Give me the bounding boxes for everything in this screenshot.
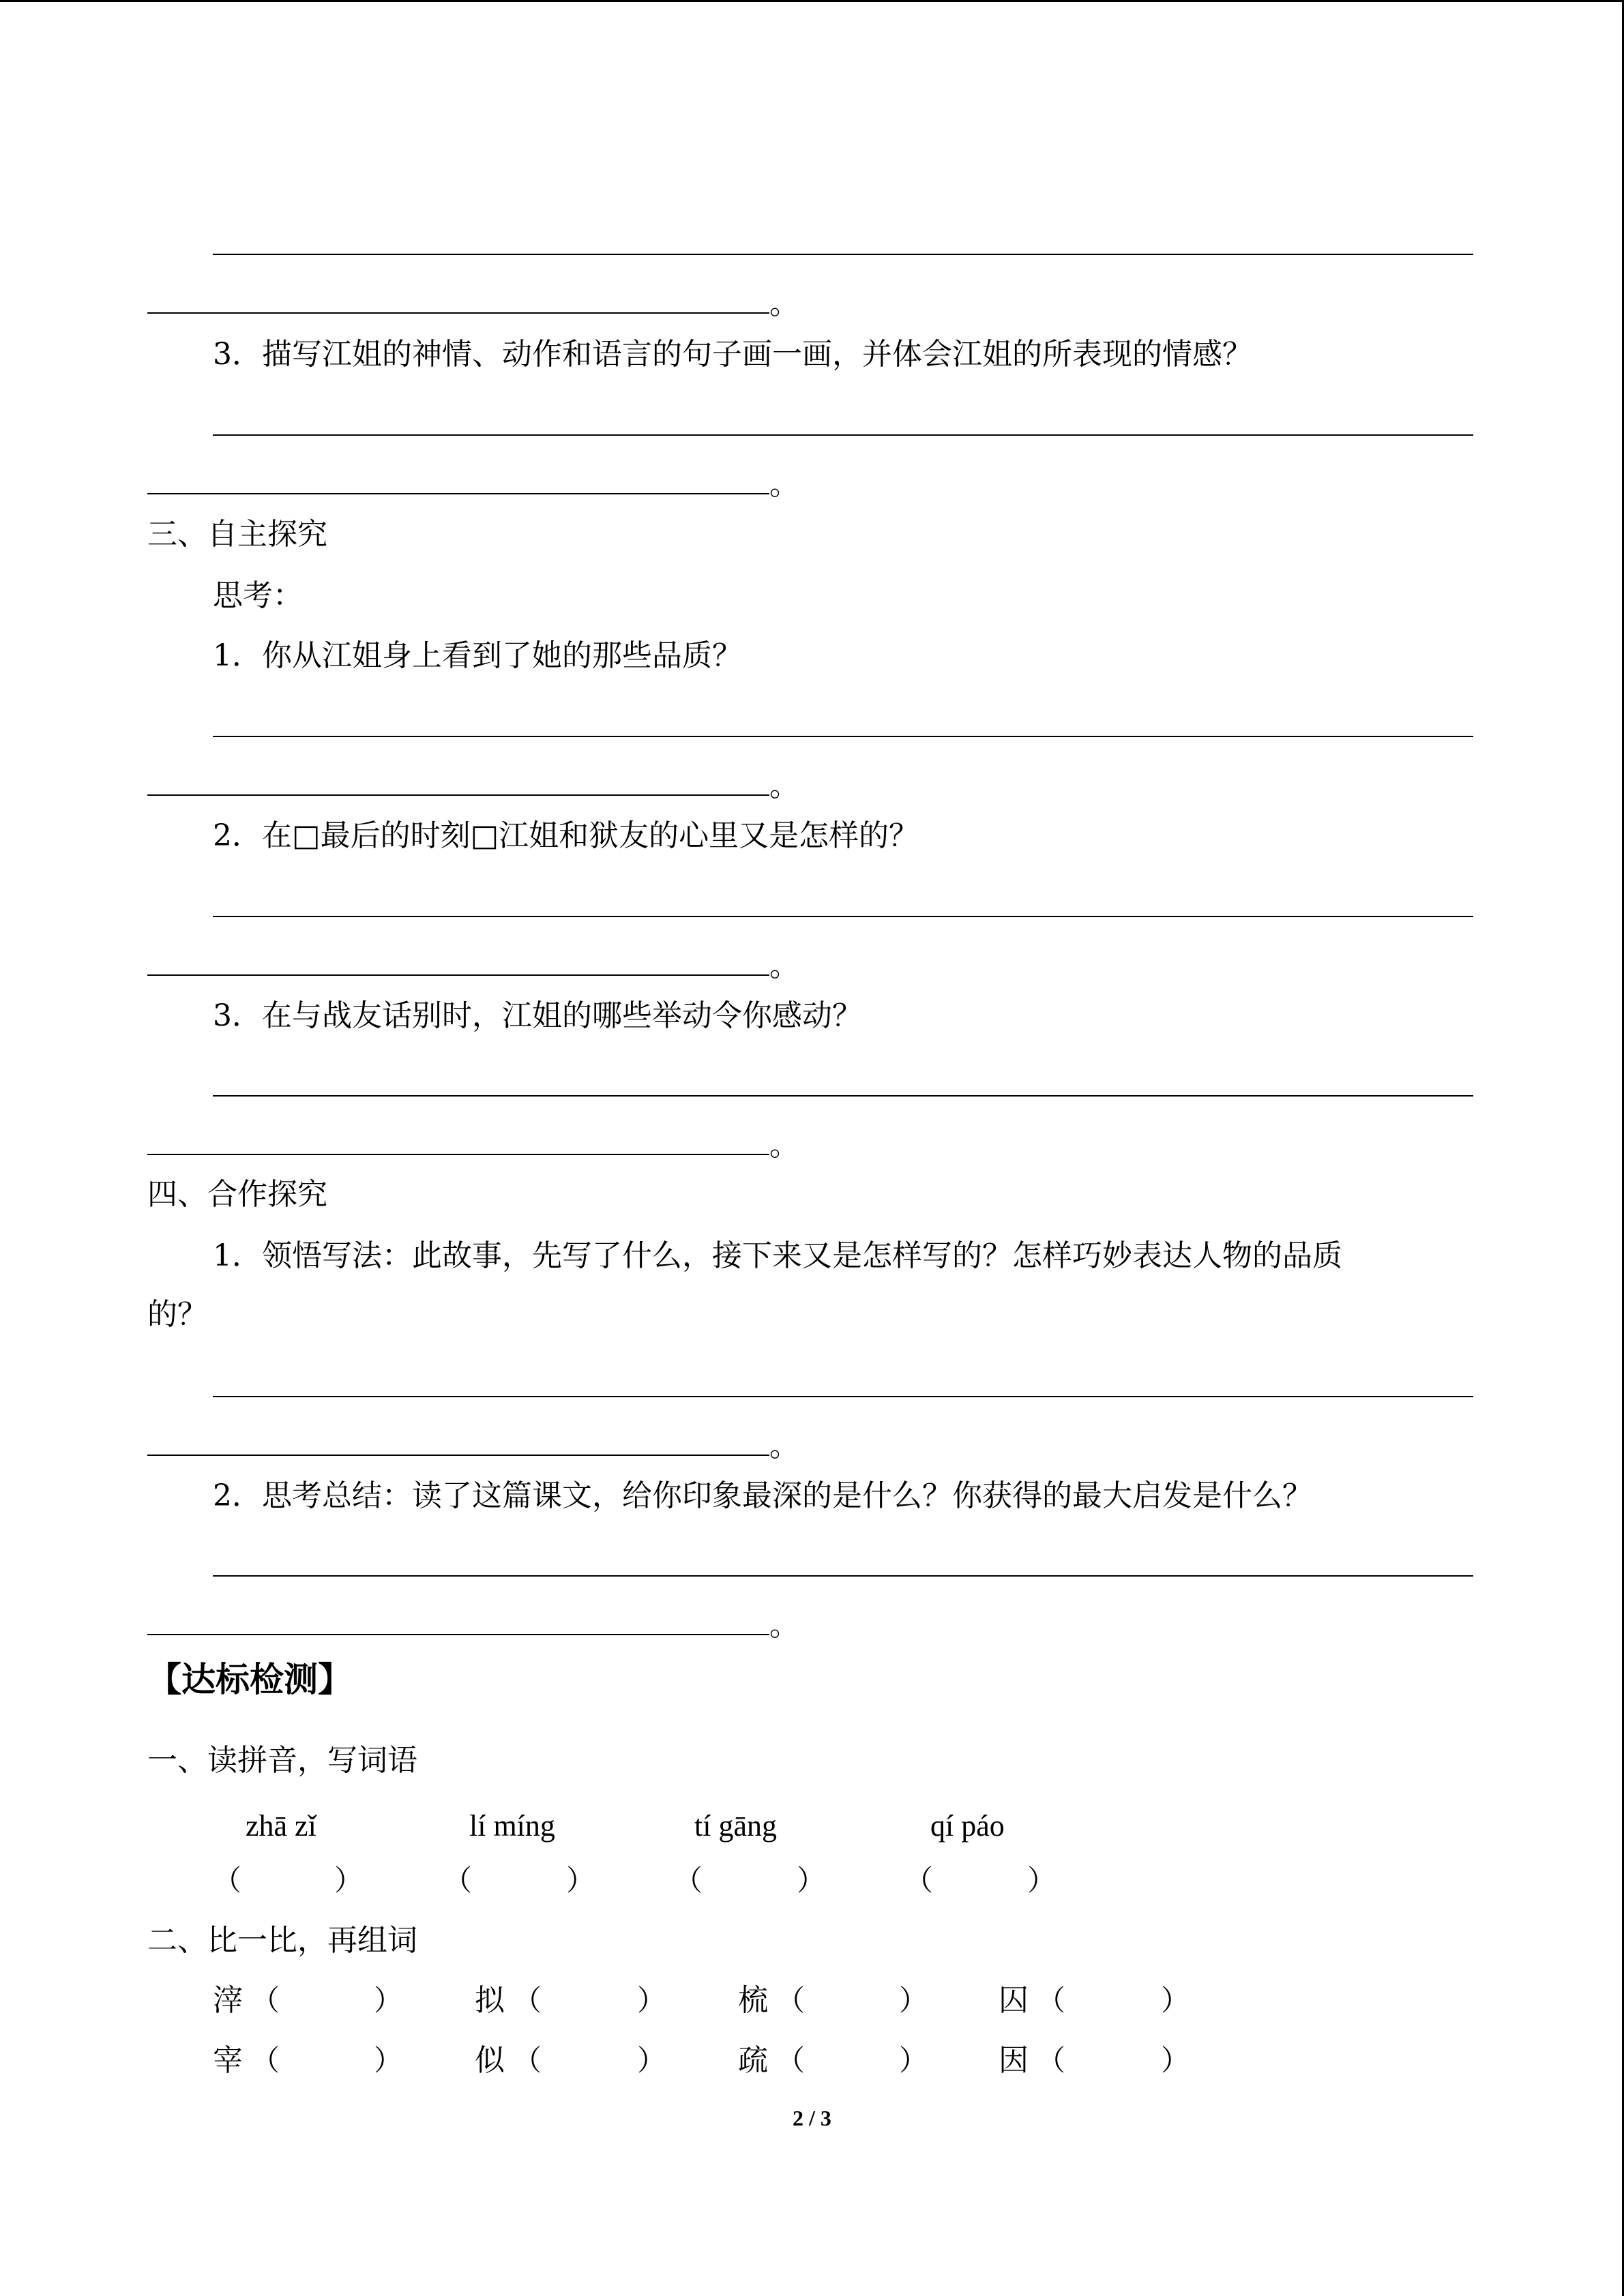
answer-paren-open: （ — [513, 2044, 542, 2077]
answer-line-full[interactable] — [213, 1575, 1473, 1577]
question-last-moment: 2．在□最后的时刻□江姐和狱友的心里又是怎样的？ — [213, 818, 919, 853]
char-item: 囚 — [999, 1983, 1029, 2018]
think-label: 思考： — [213, 578, 303, 613]
answer-paren-close: ） — [374, 1984, 403, 2017]
period-mark: 。 — [769, 1128, 799, 1163]
answer-paren-open: （ — [251, 1984, 280, 2017]
answer-paren-close: ） — [1027, 1864, 1057, 1897]
answer-line-full[interactable] — [213, 1095, 1473, 1097]
answer-paren-close: ） — [637, 2044, 666, 2077]
answer-line-short[interactable] — [147, 1154, 769, 1155]
answer-paren-open: （ — [776, 1984, 806, 2017]
char-item: 梳 — [738, 1983, 768, 2018]
answer-line-full[interactable] — [213, 916, 1473, 917]
answer-paren-close: ） — [1161, 1984, 1190, 2017]
char-item: 疏 — [738, 2043, 768, 2078]
period-mark: 。 — [769, 1608, 799, 1643]
pinyin-word: lí míng — [469, 1809, 555, 1843]
answer-paren-open: （ — [443, 1864, 473, 1897]
page-border-top — [0, 0, 1624, 2]
answer-line-full[interactable] — [213, 1396, 1473, 1397]
answer-line-short[interactable] — [147, 1455, 769, 1456]
answer-paren-close: ） — [637, 1984, 666, 2017]
char-item: 因 — [999, 2043, 1029, 2078]
answer-paren-close: ） — [566, 1864, 595, 1897]
part-title-compare: 二、比一比，再组词 — [147, 1923, 417, 1958]
answer-paren-open: （ — [513, 1984, 542, 2017]
answer-paren-close: ） — [899, 1984, 928, 2017]
question-describe-jiangjie: 3．描写江姐的神情、动作和语言的句子画一画，并体会江姐的所表现的情感？ — [213, 337, 1252, 372]
answer-paren-open: （ — [251, 2044, 280, 2077]
answer-paren-open: （ — [1037, 2044, 1066, 2077]
question-writing-method-cont: 的？ — [147, 1297, 207, 1332]
pinyin-word: tí gāng — [694, 1809, 777, 1843]
answer-paren-open: （ — [213, 1864, 242, 1897]
answer-paren-open: （ — [776, 2044, 806, 2077]
answer-paren-close: ） — [1161, 2044, 1190, 2077]
period-mark: 。 — [769, 286, 799, 321]
period-mark: 。 — [769, 467, 799, 502]
question-summary: 2．思考总结：读了这篇课文，给你印象最深的是什么？你获得的最大启发是什么？ — [213, 1478, 1312, 1513]
char-item: 滓 — [213, 1983, 243, 2018]
question-qualities: 1．你从江姐身上看到了她的那些品质？ — [213, 638, 742, 673]
pinyin-word: qí páo — [930, 1809, 1005, 1843]
answer-paren-open: （ — [904, 1864, 934, 1897]
question-farewell: 3．在与战友话别时，江姐的哪些举动令你感动？ — [213, 998, 862, 1033]
answer-line-short[interactable] — [147, 974, 769, 976]
answer-line-short[interactable] — [147, 312, 769, 314]
char-item: 拟 — [475, 1983, 505, 2018]
part-title-pinyin: 一、读拼音，写词语 — [147, 1743, 417, 1778]
period-mark: 。 — [769, 1429, 799, 1463]
test-heading: 【达标检测】 — [147, 1660, 352, 1699]
char-item: 似 — [475, 2043, 505, 2078]
answer-line-short[interactable] — [147, 493, 769, 494]
answer-paren-close: ） — [797, 1864, 826, 1897]
pinyin-word: zhā zǐ — [246, 1809, 316, 1843]
section-title-cooperative-inquiry: 四、合作探究 — [147, 1177, 327, 1212]
answer-paren-close: ） — [899, 2044, 928, 2077]
answer-paren-open: （ — [1037, 1984, 1066, 2017]
answer-paren-open: （ — [674, 1864, 703, 1897]
answer-line-short[interactable] — [147, 1634, 769, 1635]
period-mark: 。 — [769, 949, 799, 983]
answer-line-full[interactable] — [213, 434, 1473, 436]
answer-paren-close: ） — [374, 2044, 403, 2077]
question-writing-method: 1．领悟写法：此故事，先写了什么，接下来又是怎样写的？怎样巧妙表达人物的品质 — [213, 1238, 1342, 1273]
page-number: 2 / 3 — [793, 2106, 831, 2130]
answer-paren-close: ） — [334, 1864, 364, 1897]
answer-line-full[interactable] — [213, 736, 1473, 737]
period-mark: 。 — [769, 769, 799, 803]
char-item: 宰 — [213, 2043, 243, 2078]
answer-line-full[interactable] — [213, 254, 1473, 255]
section-title-self-inquiry: 三、自主探究 — [147, 517, 327, 552]
answer-line-short[interactable] — [147, 794, 769, 796]
